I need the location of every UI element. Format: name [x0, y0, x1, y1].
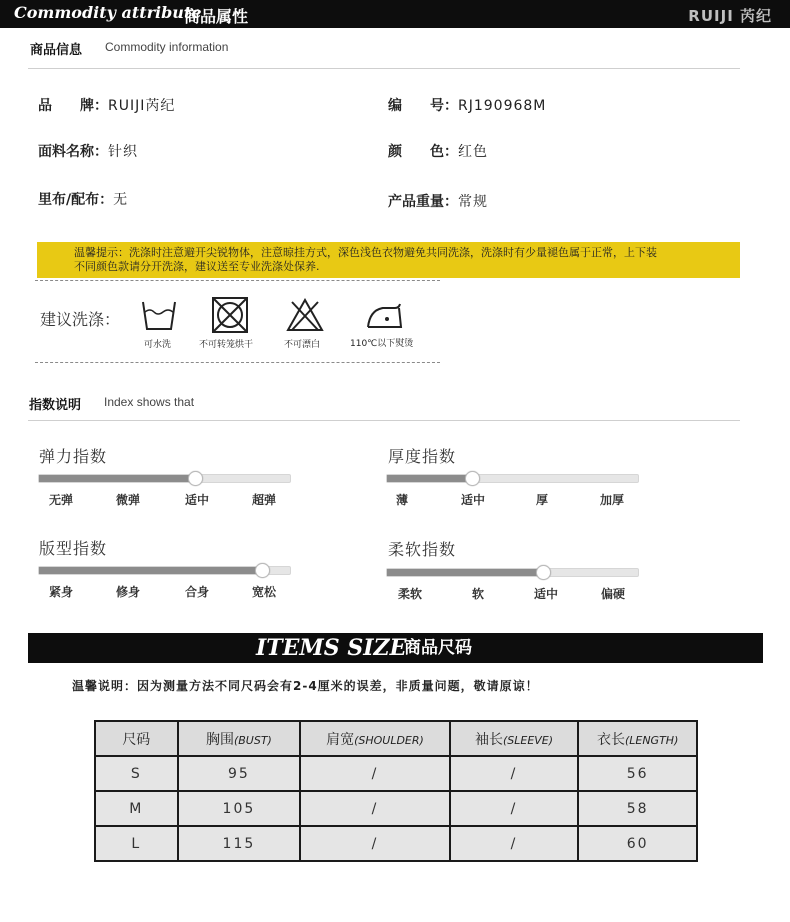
washing-label: 建议洗涤：: [40, 310, 121, 329]
cell-bust: 115: [178, 826, 301, 861]
cell-sleeve: /: [450, 791, 579, 826]
attr-code: [388, 95, 546, 115]
tick-label: 厚: [535, 493, 549, 507]
cell-length: 60: [578, 826, 697, 861]
table-row: [95, 756, 697, 791]
size-section-title-cn: 商品尺码: [404, 638, 472, 658]
tick-label: 适中: [184, 493, 210, 507]
iron-caption: 110℃以下熨烫: [350, 339, 414, 349]
care-notice-line2: 不同颜色款请分开洗涤，建议送至专业洗涤处保养.: [74, 260, 320, 273]
tick-label: 偏硬: [600, 587, 626, 601]
attr-code-value: RJ190968M: [458, 98, 547, 114]
cell-sleeve: /: [450, 756, 579, 791]
slider-knob: [465, 471, 480, 486]
index-title-elasticity: 弹力指数: [39, 447, 108, 466]
header-size: 尺码: [95, 721, 178, 756]
info-section-title: 商品信息: [30, 43, 83, 58]
cell-size: S: [95, 756, 178, 791]
cell-shoulder: /: [300, 826, 450, 861]
tick-label: 适中: [460, 493, 486, 507]
divider: [28, 68, 740, 69]
no-bleach-icon: [286, 298, 324, 332]
attr-color-label: 颜 色：: [388, 144, 458, 160]
hand-wash-caption: 可水洗: [144, 340, 172, 350]
attr-lining-value: 无: [113, 192, 129, 208]
hand-wash-icon: [140, 298, 178, 332]
slider-knob: [188, 471, 203, 486]
slider-knob: [536, 565, 551, 580]
index-title-softness: 柔软指数: [388, 540, 457, 559]
size-table-header: [95, 721, 697, 756]
attr-lining-label: 里布/配布：: [38, 192, 114, 208]
size-section-title-en: ITEMS SIZE: [256, 635, 407, 661]
index-section-subtitle: Index shows that: [104, 395, 195, 409]
elasticity-slider: [38, 474, 291, 483]
care-notice-line1: 温馨提示：洗涤时注意避开尖锐物体，注意晾挂方式，深色浅色衣物避免共同洗涤，洗涤时有少量褪色属于正常，上下装: [74, 246, 657, 259]
attr-lining: [38, 189, 128, 209]
attr-color: [388, 141, 488, 161]
tick-label: 微弹: [115, 493, 141, 507]
attr-code-label: 编 号：: [388, 98, 458, 114]
attr-weight-label: 产品重量：: [388, 194, 458, 210]
header-title-cn: 商品属性: [184, 7, 249, 26]
size-note: 温馨说明：因为测量方法不同尺码会有2-4厘米的误差，非质量问题，敬请原谅！: [72, 679, 539, 693]
attr-brand-value: RUIJI芮纪: [108, 98, 176, 114]
index-title-fit: 版型指数: [39, 539, 108, 558]
slider-fill: [387, 475, 472, 482]
slider-fill: [387, 569, 543, 576]
cell-shoulder: /: [300, 791, 450, 826]
iron-icon: [365, 300, 405, 330]
cell-length: 58: [578, 791, 697, 826]
no-bleach-caption: 不可漂白: [284, 340, 321, 350]
header-length: 衣长(LENGTH): [578, 721, 697, 756]
divider: [28, 420, 740, 421]
attr-fabric-value: 针织: [108, 144, 138, 160]
tick-label: 无弹: [48, 493, 74, 507]
size-section-bar: [28, 633, 763, 663]
cell-shoulder: /: [300, 756, 450, 791]
cell-sleeve: /: [450, 826, 579, 861]
tick-label: 适中: [533, 587, 559, 601]
attr-brand-label: 品 牌：: [38, 98, 108, 114]
slider-knob: [255, 563, 270, 578]
header-shoulder: 肩宽(SHOULDER): [300, 721, 450, 756]
cell-bust: 95: [178, 756, 301, 791]
cell-bust: 105: [178, 791, 301, 826]
fit-slider: [38, 566, 291, 575]
index-section-title: 指数说明: [29, 398, 82, 413]
slider-fill: [39, 475, 195, 482]
header-bust: 胸围(BUST): [178, 721, 301, 756]
tick-label: 柔软: [397, 587, 423, 601]
info-section-subtitle: Commodity information: [105, 40, 229, 54]
index-title-thickness: 厚度指数: [388, 447, 457, 466]
header-bar: [0, 0, 790, 28]
tick-label: 加厚: [599, 493, 625, 507]
tick-label: 超弹: [251, 493, 277, 507]
slider-fill: [39, 567, 262, 574]
attr-fabric-label: 面料名称：: [38, 144, 108, 160]
softness-slider: [386, 568, 639, 577]
brand-logo: RUIJI 芮纪: [688, 7, 772, 25]
table-row: [95, 791, 697, 826]
tick-label: 软: [471, 587, 485, 601]
attr-fabric: [38, 141, 138, 161]
tick-label: 薄: [395, 493, 409, 507]
cell-size: L: [95, 826, 178, 861]
attr-weight-value: 常规: [458, 194, 488, 210]
thickness-slider: [386, 474, 639, 483]
dashed-divider: [35, 362, 440, 363]
attr-color-value: 红色: [458, 144, 488, 160]
tick-label: 宽松: [251, 585, 277, 599]
care-notice: [37, 242, 740, 278]
tick-label: 合身: [184, 585, 210, 599]
header-sleeve: 袖长(SLEEVE): [450, 721, 579, 756]
header-title-en: Commodity attribute: [14, 3, 202, 22]
cell-length: 56: [578, 756, 697, 791]
no-tumble-dry-icon: [211, 296, 249, 334]
tick-label: 修身: [115, 585, 141, 599]
attr-weight: [388, 191, 488, 211]
table-row: [95, 826, 697, 861]
no-tumble-dry-caption: 不可转笼烘干: [199, 340, 254, 350]
attr-brand: [38, 95, 175, 115]
dashed-divider: [35, 280, 440, 281]
size-table: [94, 720, 698, 862]
tick-label: 紧身: [48, 585, 74, 599]
cell-size: M: [95, 791, 178, 826]
